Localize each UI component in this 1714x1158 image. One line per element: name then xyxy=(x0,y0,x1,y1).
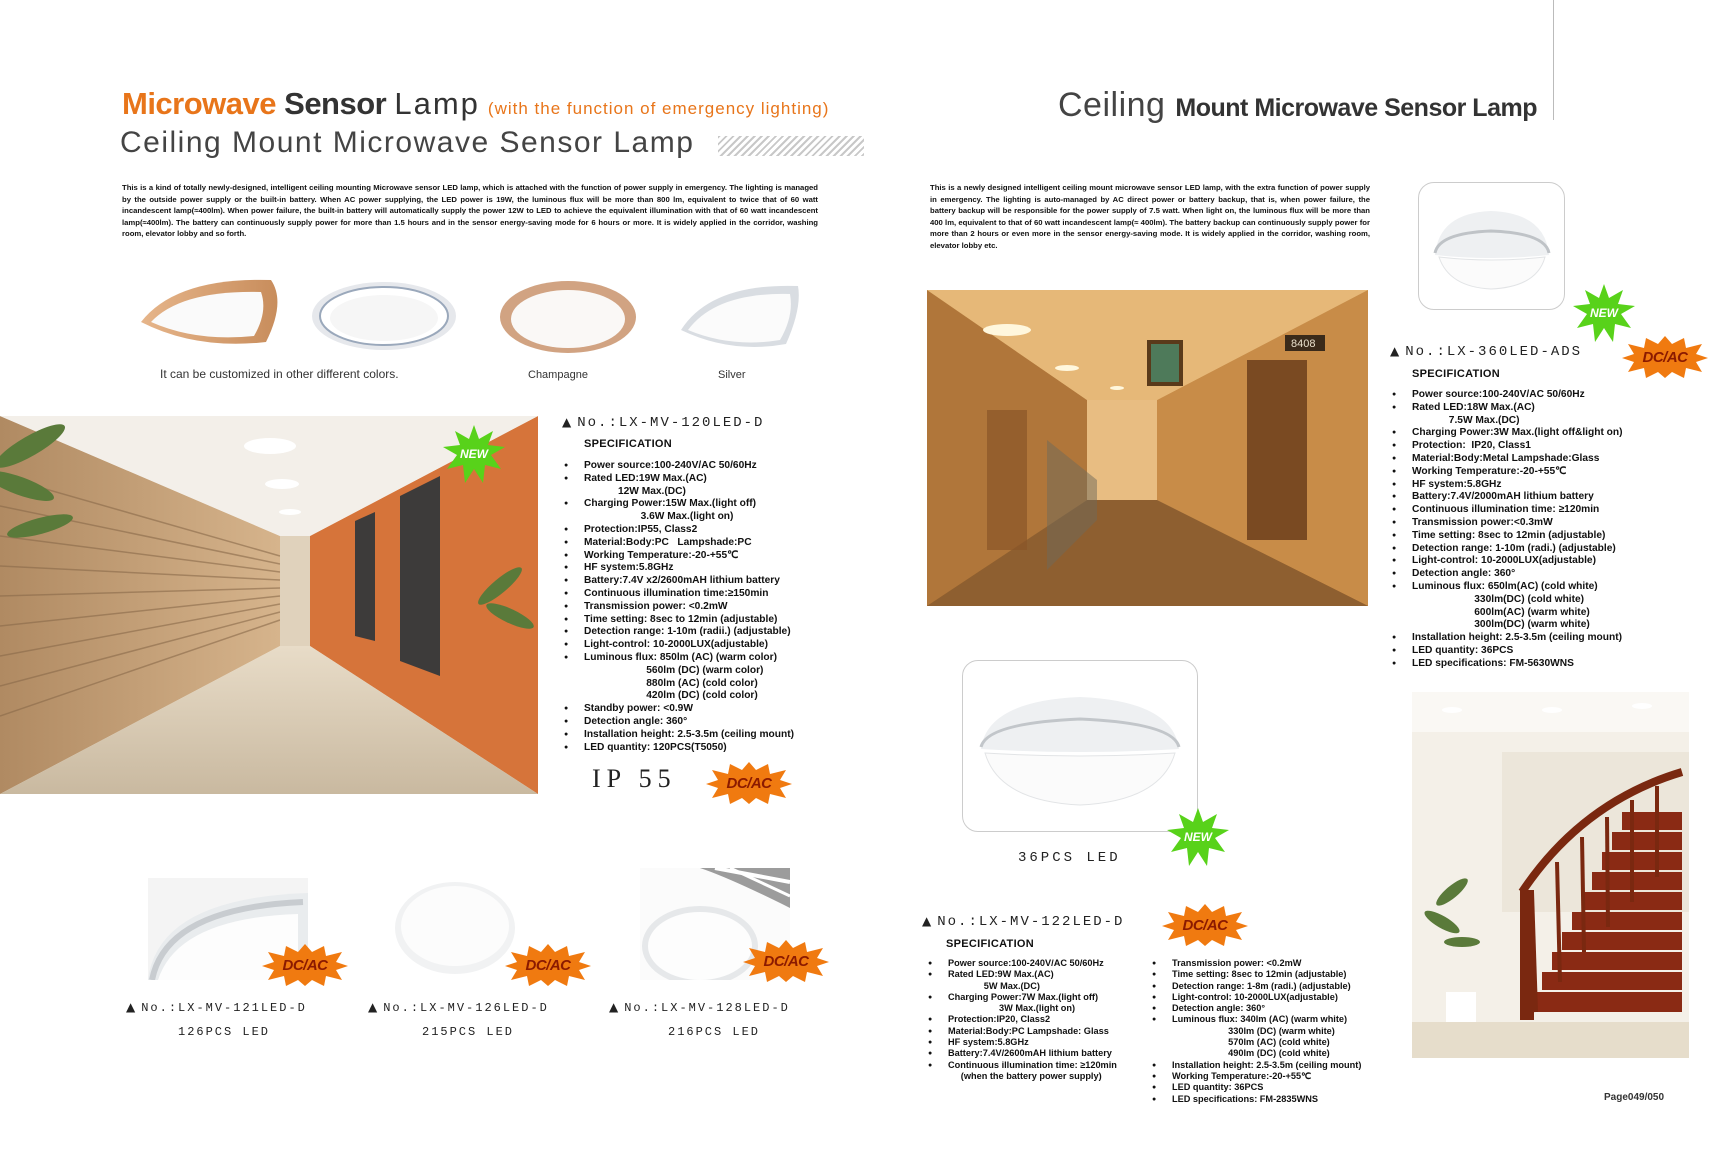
title-word-lamp: Lamp xyxy=(394,86,480,121)
dcac-badge-122: DC/AC xyxy=(1162,904,1248,946)
lamp-variant-silver-ring xyxy=(308,278,460,354)
intro-paragraph-right: This is a newly designed intelligent ceiling mount microwave sensor LED lamp, with the extra function of power supply in emergency. The lighting is auto-managed by AC direct power or battery backup, that is, when power failure, the battery backup will be responsible for the power supply of 7.5 watt. When light on, the luminous flux will be more than 400 lm, equivalent to that of 60 watt incandescent lamp(≈ 400lm). The battery backup can continuously supply power for more than 2 hours or even more in the sensor energy-saving mode. It is widely applied in the corridor, washing room, elevator lobby etc. xyxy=(930,183,1370,250)
spec-item: ● Transmission power: <0.2mW xyxy=(1150,958,1361,969)
lamp-variant-wood-left xyxy=(136,272,286,352)
lamp-variant-silver xyxy=(676,278,806,356)
triangle-icon: ▲ xyxy=(609,1000,621,1014)
spec-item: ● Detection range: 1-8m (radi.) (adjustable) xyxy=(1150,981,1361,992)
spec-item: ● Detection angle: 360° xyxy=(562,716,794,729)
model-lx-mv-121led-d: ▲ No.:LX-MV-121LED-D xyxy=(126,1000,307,1015)
spec-item: ● Power source:100-240V/AC 50/60Hz xyxy=(1390,389,1623,402)
model-lx-mv-126led-d: ▲ No.:LX-MV-126LED-D xyxy=(368,1000,549,1015)
spec-item: ● Light-control: 10-2000LUX(adjustable) xyxy=(562,639,794,652)
spec-item: ● LED quantity: 36PCS xyxy=(1150,1082,1361,1093)
spec-item: ● Power source:100-240V/AC 50/60Hz xyxy=(926,958,1117,969)
title-word-microwave: Microwave xyxy=(122,86,277,121)
new-badge-122: NEW xyxy=(1167,808,1229,866)
door-number-plate: 8408 xyxy=(1291,338,1316,350)
spec-item: (when the battery power supply) xyxy=(948,1070,1102,1081)
intro-paragraph-left: This is a kind of totally newly-designed, intelligent ceiling mounting Microwave sensor LED lamp, which is attached with the function of power supply in emergency. The lighting is managed by the outside power supply or the built-in battery. When AC power supplying, the LED power is 19W, the luminous flux will be more than 800 lm, equivalent to twice that of 60 watt incandescent lamp(≈400lm). When power failure, the built-in battery will automatically supply the power 12W to LED to achieve the equivalent illumination with that of 60 watt incandescent lamp(≈400lm). The battery can continuously supply power for more than 1.5 hours and in the sensor energy-saving mode for 6 hours or more. It is widely applied in the corridor, washing room, elevator lobby and so forth. xyxy=(122,183,818,238)
spec-item: ● Rated LED:18W Max.(AC) xyxy=(1390,402,1623,415)
caption-36pcs-led: 36PCS LED xyxy=(1018,850,1121,866)
spec-title-122: SPECIFICATION xyxy=(946,938,1035,950)
spec-item: ● Time setting: 8sec to 12min (adjustable) xyxy=(1390,530,1623,543)
spec-item: ● HF system:5.8GHz xyxy=(562,562,794,575)
header-divider xyxy=(1553,0,1554,120)
spec-item: ● Transmission power: <0.2mW xyxy=(562,601,794,614)
triangle-icon: ▲ xyxy=(1390,344,1402,358)
caption-216pcs: 216PCS LED xyxy=(668,1025,761,1039)
spec-item: ● Protection: IP20, Class1 xyxy=(1390,440,1623,453)
product-frame-360 xyxy=(1418,182,1565,310)
spec-item: ● Continuous illumination time:≥150min xyxy=(562,588,794,601)
ip55-label: IP 55 xyxy=(592,764,677,793)
lamp-variant-champagne xyxy=(498,278,638,356)
caption-champagne: Champagne xyxy=(528,369,588,381)
staircase-photo xyxy=(1412,692,1689,1058)
spec-item: ● Installation height: 2.5-3.5m (ceiling mount) xyxy=(1150,1060,1361,1071)
spec-item: ● Working Temperature:-20-+55℃ xyxy=(1390,466,1623,479)
model-lx-mv-122led-d: ▲ No.:LX-MV-122LED-D xyxy=(922,914,1125,930)
spec-item: ● Light-control: 10-2000LUX(adjustable) xyxy=(1150,992,1361,1003)
caption-215pcs: 215PCS LED xyxy=(422,1025,515,1039)
model-lx-360led-ads: ▲ No.:LX-360LED-ADS xyxy=(1390,344,1583,360)
product-frame-122 xyxy=(962,660,1198,832)
title-right-ceiling: Ceiling xyxy=(1058,86,1166,124)
spec-list-122-col2 xyxy=(1150,958,1361,1105)
spec-item: ● Charging Power:15W Max.(light off) xyxy=(562,498,794,511)
spec-item: 600lm(AC) (warm white) xyxy=(1412,606,1590,618)
spec-item: 420lm (DC) (cold color) xyxy=(584,690,758,702)
spec-item: 300lm(DC) (warm white) xyxy=(1412,619,1590,631)
title-right xyxy=(1058,86,1537,125)
spec-item: ● Protection:IP55, Class2 xyxy=(562,524,794,537)
spec-item: 5W Max.(DC) xyxy=(948,980,1040,991)
product-image-122 xyxy=(963,661,1197,831)
spec-item: ● LED specifications: FM-2835WNS xyxy=(1150,1094,1361,1105)
caption-customized-colors: It can be customized in other different colors. xyxy=(160,367,399,381)
spec-item: ● Time setting: 8sec to 12min (adjustable) xyxy=(1150,969,1361,980)
spec-item: 12W Max.(DC) xyxy=(584,485,686,497)
title-word-sensor: Sensor xyxy=(284,86,387,121)
dcac-badge-120: DC/AC xyxy=(706,762,792,804)
triangle-icon: ▲ xyxy=(368,1000,380,1014)
spec-item: ● Detection range: 1-10m (radii.) (adjustable) xyxy=(562,626,794,639)
spec-item: 880lm (AC) (cold color) xyxy=(584,677,758,689)
spec-item: ● Light-control: 10-2000LUX(adjustable) xyxy=(1390,555,1623,568)
spec-item: ● Detection range: 1-10m (radi.) (adjustable) xyxy=(1390,543,1623,556)
spec-title-120: SPECIFICATION xyxy=(584,438,673,450)
dcac-badge-360: DC/AC xyxy=(1622,336,1708,378)
spec-item: 3W Max.(light on) xyxy=(948,1003,1076,1014)
spec-list-122-col1 xyxy=(926,958,1117,1082)
spec-item: ● Material:Body:PC Lampshade: Glass xyxy=(926,1026,1117,1037)
spec-item: 570lm (AC) (cold white) xyxy=(1172,1037,1330,1048)
spec-item: ● Charging Power:7W Max.(light off) xyxy=(926,992,1117,1003)
spec-item: 560lm (DC) (warm color) xyxy=(584,664,764,676)
spec-item: ● Working Temperature:-20-+55℃ xyxy=(1150,1071,1361,1082)
model-lx-mv-120led-d: ▲ No.:LX-MV-120LED-D xyxy=(562,415,765,431)
spec-item: ● Standby power: <0.9W xyxy=(562,703,794,716)
spec-item: ● Charging Power:3W Max.(light off&light on) xyxy=(1390,427,1623,440)
title-subtitle: (with the function of emergency lighting) xyxy=(487,99,830,118)
hallway-photo-right xyxy=(927,290,1368,606)
spec-list-360 xyxy=(1390,389,1623,671)
dcac-badge-128: DC/AC xyxy=(743,940,829,982)
title-right-rest: Mount Microwave Sensor Lamp xyxy=(1175,94,1537,122)
caption-silver: Silver xyxy=(718,369,746,381)
hatch-decoration xyxy=(718,136,864,156)
spec-item: 490lm (DC) (cold white) xyxy=(1172,1048,1330,1059)
spec-item: ● Rated LED:19W Max.(AC) xyxy=(562,473,794,486)
spec-item: ● LED specifications: FM-5630WNS xyxy=(1390,658,1623,671)
spec-item: ● LED quantity: 120PCS(T5050) xyxy=(562,742,794,755)
dcac-badge-121: DC/AC xyxy=(262,944,348,986)
triangle-icon: ▲ xyxy=(126,1000,138,1014)
model-lx-mv-128led-d: ▲ No.:LX-MV-128LED-D xyxy=(609,1000,790,1015)
spec-item: ● Rated LED:9W Max.(AC) xyxy=(926,969,1117,980)
spec-item: ● Detection angle: 360° xyxy=(1150,1003,1361,1014)
spec-item: ● Battery:7.4V/2000mAH lithium battery xyxy=(1390,491,1623,504)
spec-item: 330lm(DC) (cold white) xyxy=(1412,593,1585,605)
page-number: Page049/050 xyxy=(1604,1092,1665,1103)
new-badge-360: NEW xyxy=(1573,284,1635,342)
product-image-126 xyxy=(390,878,520,978)
dcac-badge-126: DC/AC xyxy=(505,944,591,986)
spec-item: ● Detection angle: 360° xyxy=(1390,568,1623,581)
spec-item: ● Battery:7.4V x2/2600mAH lithium battery xyxy=(562,575,794,588)
title-microwave-sensor-lamp xyxy=(122,86,829,122)
spec-item: ● HF system:5.8GHz xyxy=(1390,479,1623,492)
spec-item: 330lm (DC) (warm white) xyxy=(1172,1025,1335,1036)
caption-126pcs: 126PCS LED xyxy=(178,1025,271,1039)
spec-item: 3.6W Max.(light on) xyxy=(584,511,734,523)
subtitle-ceiling-mount: Ceiling Mount Microwave Sensor Lamp xyxy=(120,126,695,159)
spec-item: ● Luminous flux: 850lm (AC) (warm color) xyxy=(562,652,794,665)
spec-item: ● Time setting: 8sec to 12min (adjustable) xyxy=(562,614,794,627)
spec-item: 7.5W Max.(DC) xyxy=(1412,414,1520,426)
spec-item: ● Continuous illumination time: ≥120min xyxy=(1390,504,1623,517)
spec-item: ● Luminous flux: 650lm(AC) (cold white) xyxy=(1390,581,1623,594)
spec-item: ● Continuous illumination time: ≥120min xyxy=(926,1060,1117,1071)
spec-item: ● Material:Body:Metal Lampshade:Glass xyxy=(1390,453,1623,466)
triangle-icon: ▲ xyxy=(562,415,574,429)
spec-item: ● Material:Body:PC Lampshade:PC xyxy=(562,537,794,550)
spec-item: ● LED quantity: 36PCS xyxy=(1390,645,1623,658)
spec-item: ● HF system:5.8GHz xyxy=(926,1037,1117,1048)
new-badge-120: NEW xyxy=(443,425,505,483)
spec-item: ● Luminous flux: 340lm (AC) (warm white) xyxy=(1150,1014,1361,1025)
spec-item: ● Protection:IP20, Class2 xyxy=(926,1014,1117,1025)
spec-item: ● Working Temperature:-20-+55℃ xyxy=(562,550,794,563)
spec-item: ● Installation height: 2.5-3.5m (ceiling mount) xyxy=(1390,632,1623,645)
spec-list-120 xyxy=(562,460,794,754)
spec-title-360: SPECIFICATION xyxy=(1412,368,1501,380)
product-image-360 xyxy=(1419,183,1564,309)
spec-item: ● Power source:100-240V/AC 50/60Hz xyxy=(562,460,794,473)
triangle-icon: ▲ xyxy=(922,914,934,928)
spec-item: ● Battery:7.4V/2600mAH lithium battery xyxy=(926,1048,1117,1059)
spec-item: ● Transmission power:<0.3mW xyxy=(1390,517,1623,530)
spec-item: ● Installation height: 2.5-3.5m (ceiling mount) xyxy=(562,729,794,742)
